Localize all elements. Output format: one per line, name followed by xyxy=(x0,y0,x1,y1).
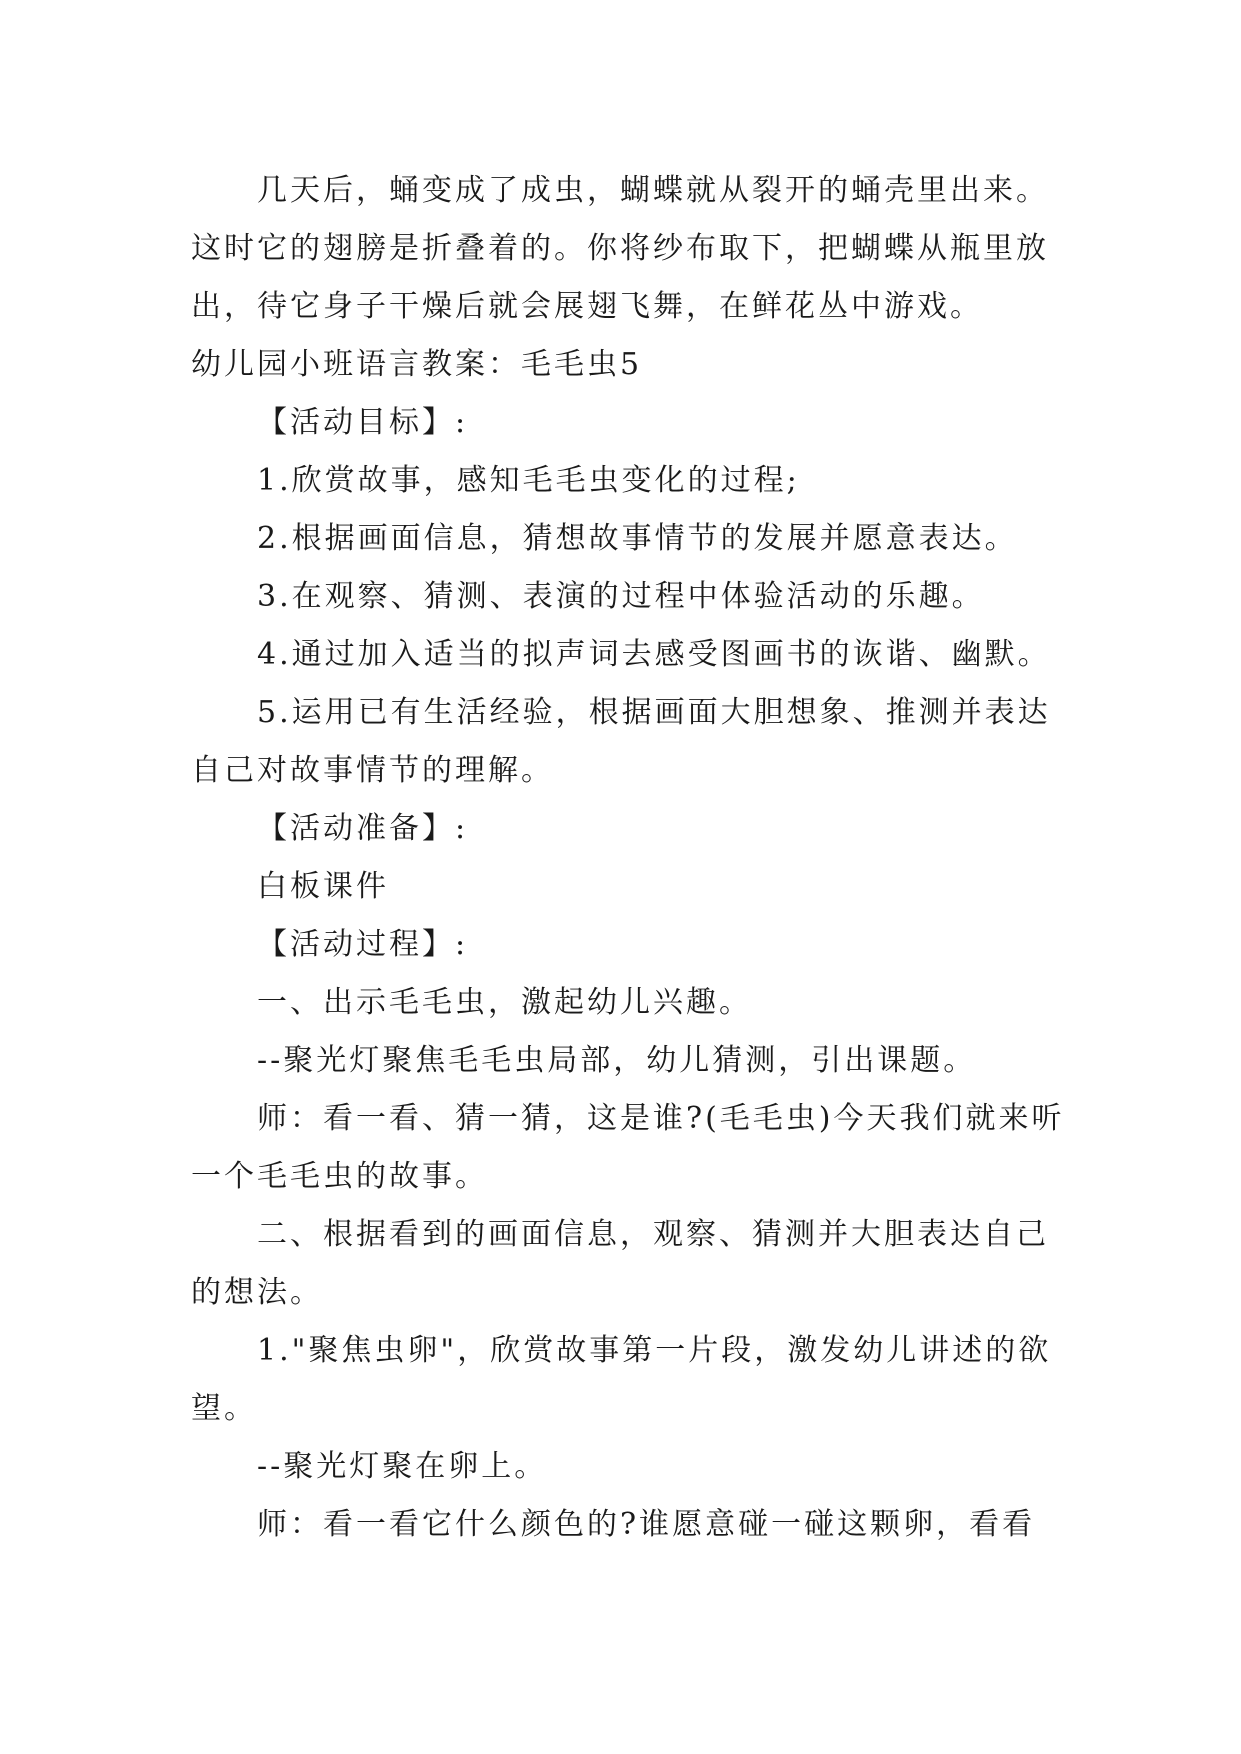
process-substep-1: 1."聚焦虫卵"，欣赏故事第一片段，激发幼儿讲述的欲望。 xyxy=(191,1333,1052,1426)
document-body xyxy=(191,162,1071,1554)
process-note-spotlight: --聚光灯聚焦毛毛虫局部，幼儿猜测，引出课题。 xyxy=(257,1043,977,1078)
goal-item-2: 2.根据画面信息，猜想故事情节的发展并愿意表达。 xyxy=(257,521,1018,556)
heading-activity-process: 【活动过程】: xyxy=(257,927,469,962)
process-step-1: 一、出示毛毛虫，激起幼儿兴趣。 xyxy=(257,985,752,1020)
teacher-line-1: 师：看一看、猜一猜，这是谁?(毛毛虫)今天我们就来听一个毛毛虫的故事。 xyxy=(191,1101,1065,1194)
section-title: 幼儿园小班语言教案：毛毛虫5 xyxy=(191,347,643,382)
preparation-item: 白板课件 xyxy=(257,869,389,904)
heading-activity-goals: 【活动目标】: xyxy=(257,405,469,440)
goal-item-1: 1.欣赏故事，感知毛毛虫变化的过程; xyxy=(257,463,800,498)
process-step-2: 二、根据看到的画面信息，观察、猜测并大胆表达自己的想法。 xyxy=(191,1217,1049,1310)
paragraph-butterfly-emerges: 几天后，蛹变成了成虫，蝴蝶就从裂开的蛹壳里出来。这时它的翅膀是折叠着的。你将纱布取下，把蝴蝶从瓶里放出，待它身子干燥后就会展翅飞舞，在鲜花丛中游戏。 xyxy=(191,173,1049,324)
teacher-line-2: 师：看一看它什么颜色的?谁愿意碰一碰这颗卵，看看 xyxy=(257,1507,1036,1542)
heading-activity-preparation: 【活动准备】: xyxy=(257,811,469,846)
process-note-egg: --聚光灯聚在卵上。 xyxy=(257,1449,548,1484)
goal-item-4: 4.通过加入适当的拟声词去感受图画书的诙谐、幽默。 xyxy=(257,637,1051,672)
goal-item-5: 5.运用已有生活经验，根据画面大胆想象、推测并表达自己对故事情节的理解。 xyxy=(191,695,1051,788)
goal-item-3: 3.在观察、猜测、表演的过程中体验活动的乐趣。 xyxy=(257,579,985,614)
